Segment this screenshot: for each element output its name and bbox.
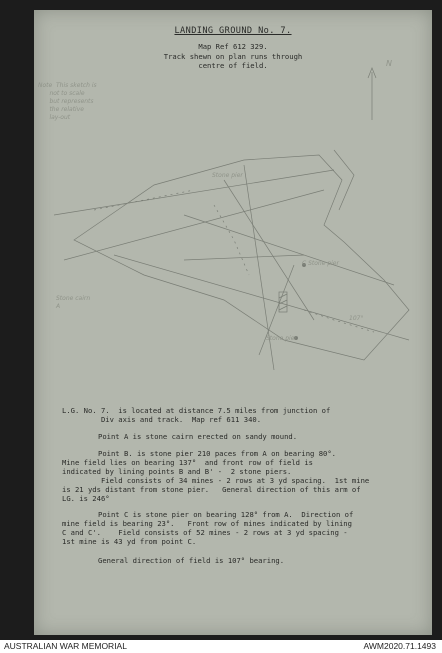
track-line-2 [64,190,324,260]
point-a-paragraph: Point A is stone cairn erected on sandy mound. [98,432,298,441]
mine-row-dots-1 [94,190,194,210]
track-line-3 [114,255,409,340]
track-line-4 [184,255,304,260]
pencil-notes: Note This sketch is not to scale but represents the relative lay-out [38,82,97,121]
point-c-line-4: 1st mine is 43 yd from point C. [62,537,197,546]
point-b-line-4: Field consists of 34 mines - 2 rows at 3 yd spacing. 1st mine [62,476,370,485]
mine-row-dots-3 [304,310,374,332]
map-label-c-stone-pier: C Stone pier [302,260,339,267]
general-direction-paragraph: General direction of field is 107° bearing. [98,556,285,565]
track-note-line-1: Track shewn on plan runs through [163,52,303,61]
point-c-line-1: Point C is stone pier on bearing 128° from A. Direction of [98,510,354,519]
footer-accession-number: AWM2020.71.1493 [363,641,436,651]
footer-institution: AUSTRALIAN WAR MEMORIAL [4,641,127,651]
location-line-1: L.G. No. 7. is located at distance 7.5 miles from junction of [62,406,331,415]
point-b-line-1: Point B. is stone pier 210 paces from A on bearing 80°. [98,449,336,458]
location-line-2: Div axis and track. Map ref 611 340. [62,415,262,424]
point-c-line-3: C and C'. Field consists of 52 mines - 2 rows at 3 yd spacing - [62,528,348,537]
map-label-stone-cairn: Stone cairn A [56,295,91,310]
point-c-line-2: mine field is bearing 23°. Front row of mines indicated by lining [62,519,352,528]
map-label-stone-pier-bottom: Stone pier [266,335,297,342]
mine-field-line-2 [224,180,314,320]
document-title: LANDING GROUND No. 7. [174,26,292,36]
map-reference: Map Ref 612 329. [198,42,268,51]
document-sheet [34,10,432,635]
point-b-line-3: indicated by lining points B and B' - 2 stone piers. [62,467,292,476]
sketch-map [34,10,432,390]
map-label-stone-pier-top: Stone pier [212,172,243,179]
point-b-line-5: is 21 yds distant from stone pier. General direction of this arm of [62,485,361,494]
north-annotation: N [386,59,392,68]
point-b-line-2: Mine field lies on bearing 137° and front row of field is [62,458,313,467]
track-line-1 [54,170,334,215]
bearing-line-107 [184,215,394,285]
track-note-line-2: centre of field. [198,61,268,70]
mine-row-dots-2 [214,205,249,275]
point-b-line-6: LG. is 246° [62,494,110,503]
field-outline-corner [334,150,354,210]
map-label-bearing: 107° [349,315,364,322]
